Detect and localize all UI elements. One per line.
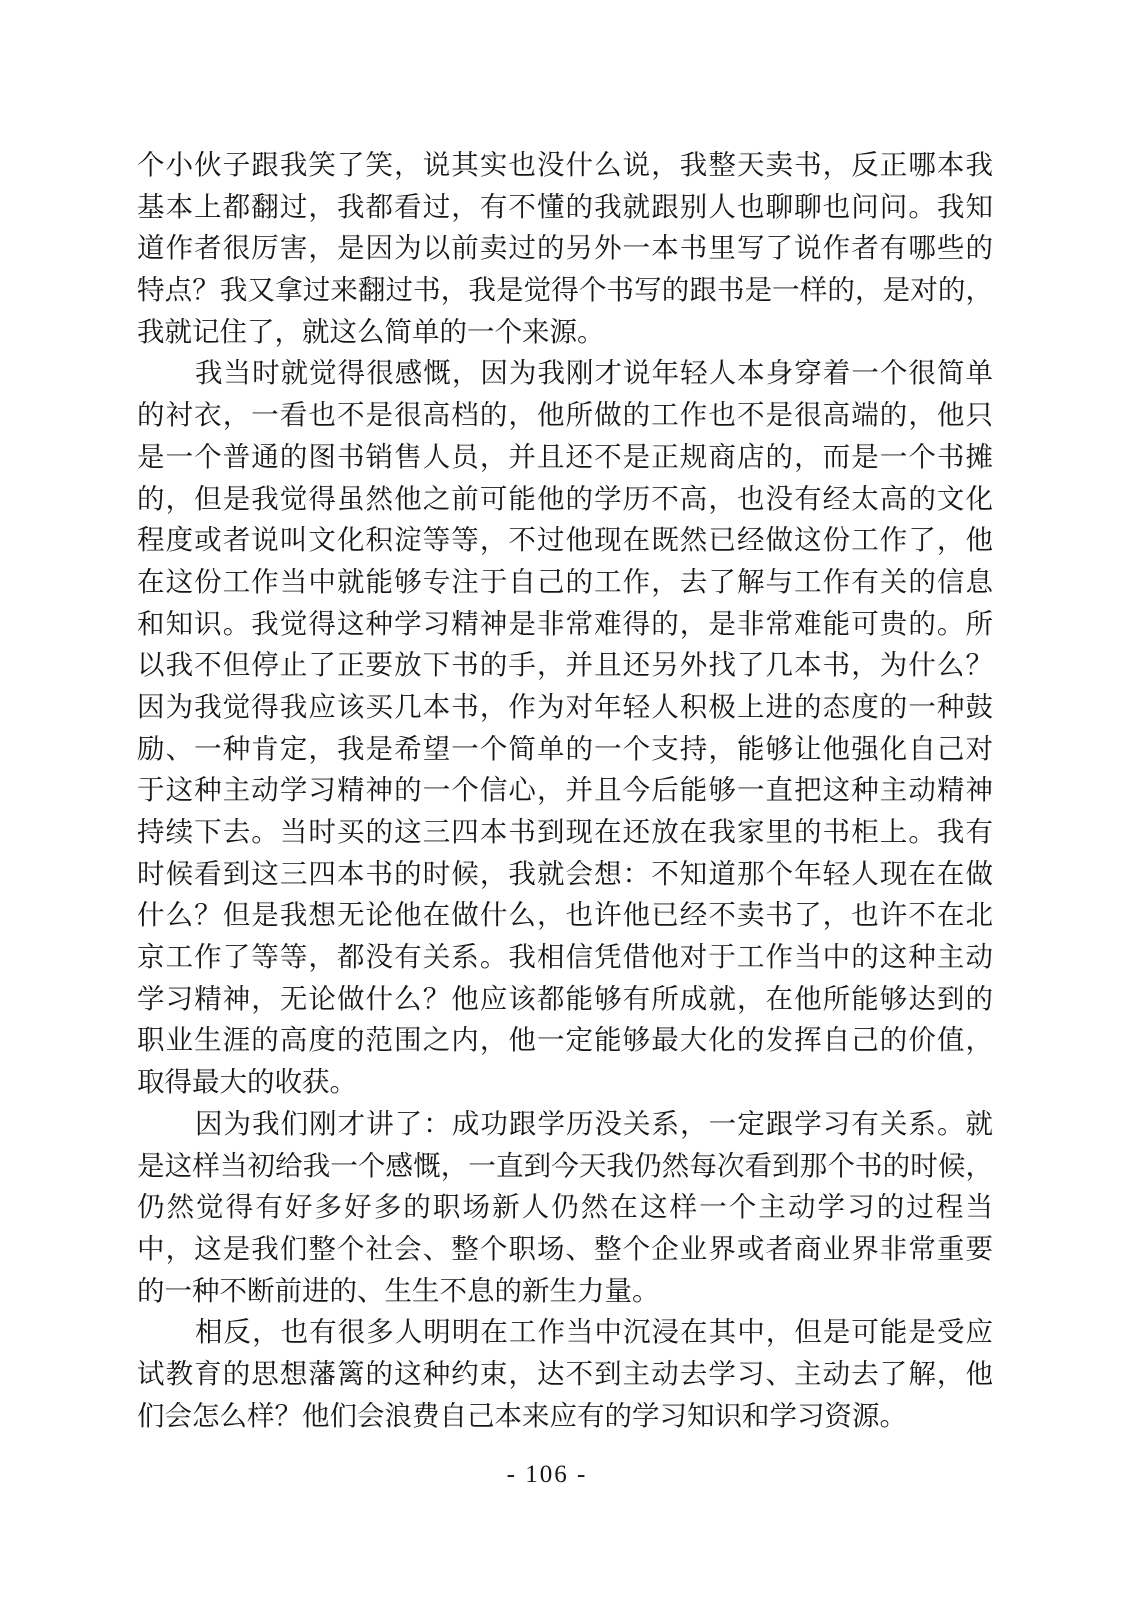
text-line: 的，但是我觉得虽然他之前可能他的学历不高，也没有经太高的文化 (137, 482, 993, 514)
text-line: 个小伙子跟我笑了笑，说其实也没什么说，我整天卖书，反正哪本我 (137, 149, 993, 180)
text-line: 试教育的思想藩篱的这种约束，达不到主动去学习、主动去了解，他 (137, 1357, 993, 1389)
text-line: 持续下去。当时买的这三四本书到现在还放在我家里的书柜上。我有 (137, 816, 993, 847)
text-line: 中，这是我们整个社会、整个职场、整个企业界或者商业界非常重要 (137, 1232, 993, 1264)
text-line: 什么？但是我想无论他在做什么，也许他已经不卖书了，也许不在北 (137, 899, 993, 931)
text-line: 励、一种肯定，我是希望一个简单的一个支持，能够让他强化自己对 (137, 732, 993, 764)
text-line: 是一个普通的图书销售人员，并且还不是正规商店的，而是一个书摊 (137, 440, 993, 472)
text-line: 学习精神，无论做什么？他应该都能够有所成就，在他所能够达到的 (137, 982, 993, 1014)
paragraph (137, 144, 993, 352)
text-line: 京工作了等等，都没有关系。我相信凭借他对于工作当中的这种主动 (137, 941, 993, 973)
text-line: 因为我们刚才讲了：成功跟学历没关系，一定跟学习有关系。就 (195, 1107, 993, 1139)
page-number: - 106 - (506, 1461, 588, 1488)
text-line: 相反，也有很多人明明在工作当中沉浸在其中，但是可能是受应 (195, 1316, 993, 1348)
page-text (137, 144, 993, 1436)
text-line: 程度或者说叫文化积淀等等，不过他现在既然已经做这份工作了，他 (137, 524, 993, 556)
text-line: 因为我觉得我应该买几本书，作为对年轻人积极上进的态度的一种鼓 (137, 690, 993, 722)
text-line: 们会怎么样？他们会浪费自己本来应有的学习知识和学习资源。 (137, 1399, 907, 1431)
text-line: 的一种不断前进的、生生不息的新生力量。 (137, 1274, 660, 1306)
text-line: 和知识。我觉得这种学习精神是非常难得的，是非常难能可贵的。所 (137, 607, 993, 639)
paragraph (137, 352, 993, 1102)
text-line: 我当时就觉得很感慨，因为我刚才说年轻人本身穿着一个很简单 (195, 357, 993, 389)
text-line: 于这种主动学习精神的一个信心，并且今后能够一直把这种主动精神 (137, 774, 993, 806)
text-line: 我就记住了，就这么简单的一个来源。 (137, 315, 605, 347)
text-line: 时候看到这三四本书的时候，我就会想：不知道那个年轻人现在在做 (137, 857, 993, 889)
text-line: 道作者很厉害，是因为以前卖过的另外一本书里写了说作者有哪些的 (137, 232, 993, 264)
paragraph (137, 1103, 993, 1311)
text-line: 在这份工作当中就能够专注于自己的工作，去了解与工作有关的信息 (137, 565, 993, 597)
text-line: 以我不但停止了正要放下书的手，并且还另外找了几本书，为什么？ (137, 649, 993, 681)
text-line: 仍然觉得有好多好多的职场新人仍然在这样一个主动学习的过程当 (137, 1191, 993, 1223)
text-line: 特点？我又拿过来翻过书，我是觉得个书写的跟书是一样的，是对的， (137, 274, 993, 306)
paragraph (137, 1311, 993, 1436)
text-line: 是这样当初给我一个感慨，一直到今天我仍然每次看到那个书的时候， (137, 1149, 993, 1181)
text-line: 的衬衣，一看也不是很高档的，他所做的工作也不是很高端的，他只 (137, 399, 993, 431)
text-line: 职业生涯的高度的范围之内，他一定能够最大化的发挥自己的价值， (137, 1024, 993, 1056)
text-line: 取得最大的收获。 (137, 1066, 357, 1098)
text-line: 基本上都翻过，我都看过，有不懂的我就跟别人也聊聊也问问。我知 (137, 190, 993, 222)
